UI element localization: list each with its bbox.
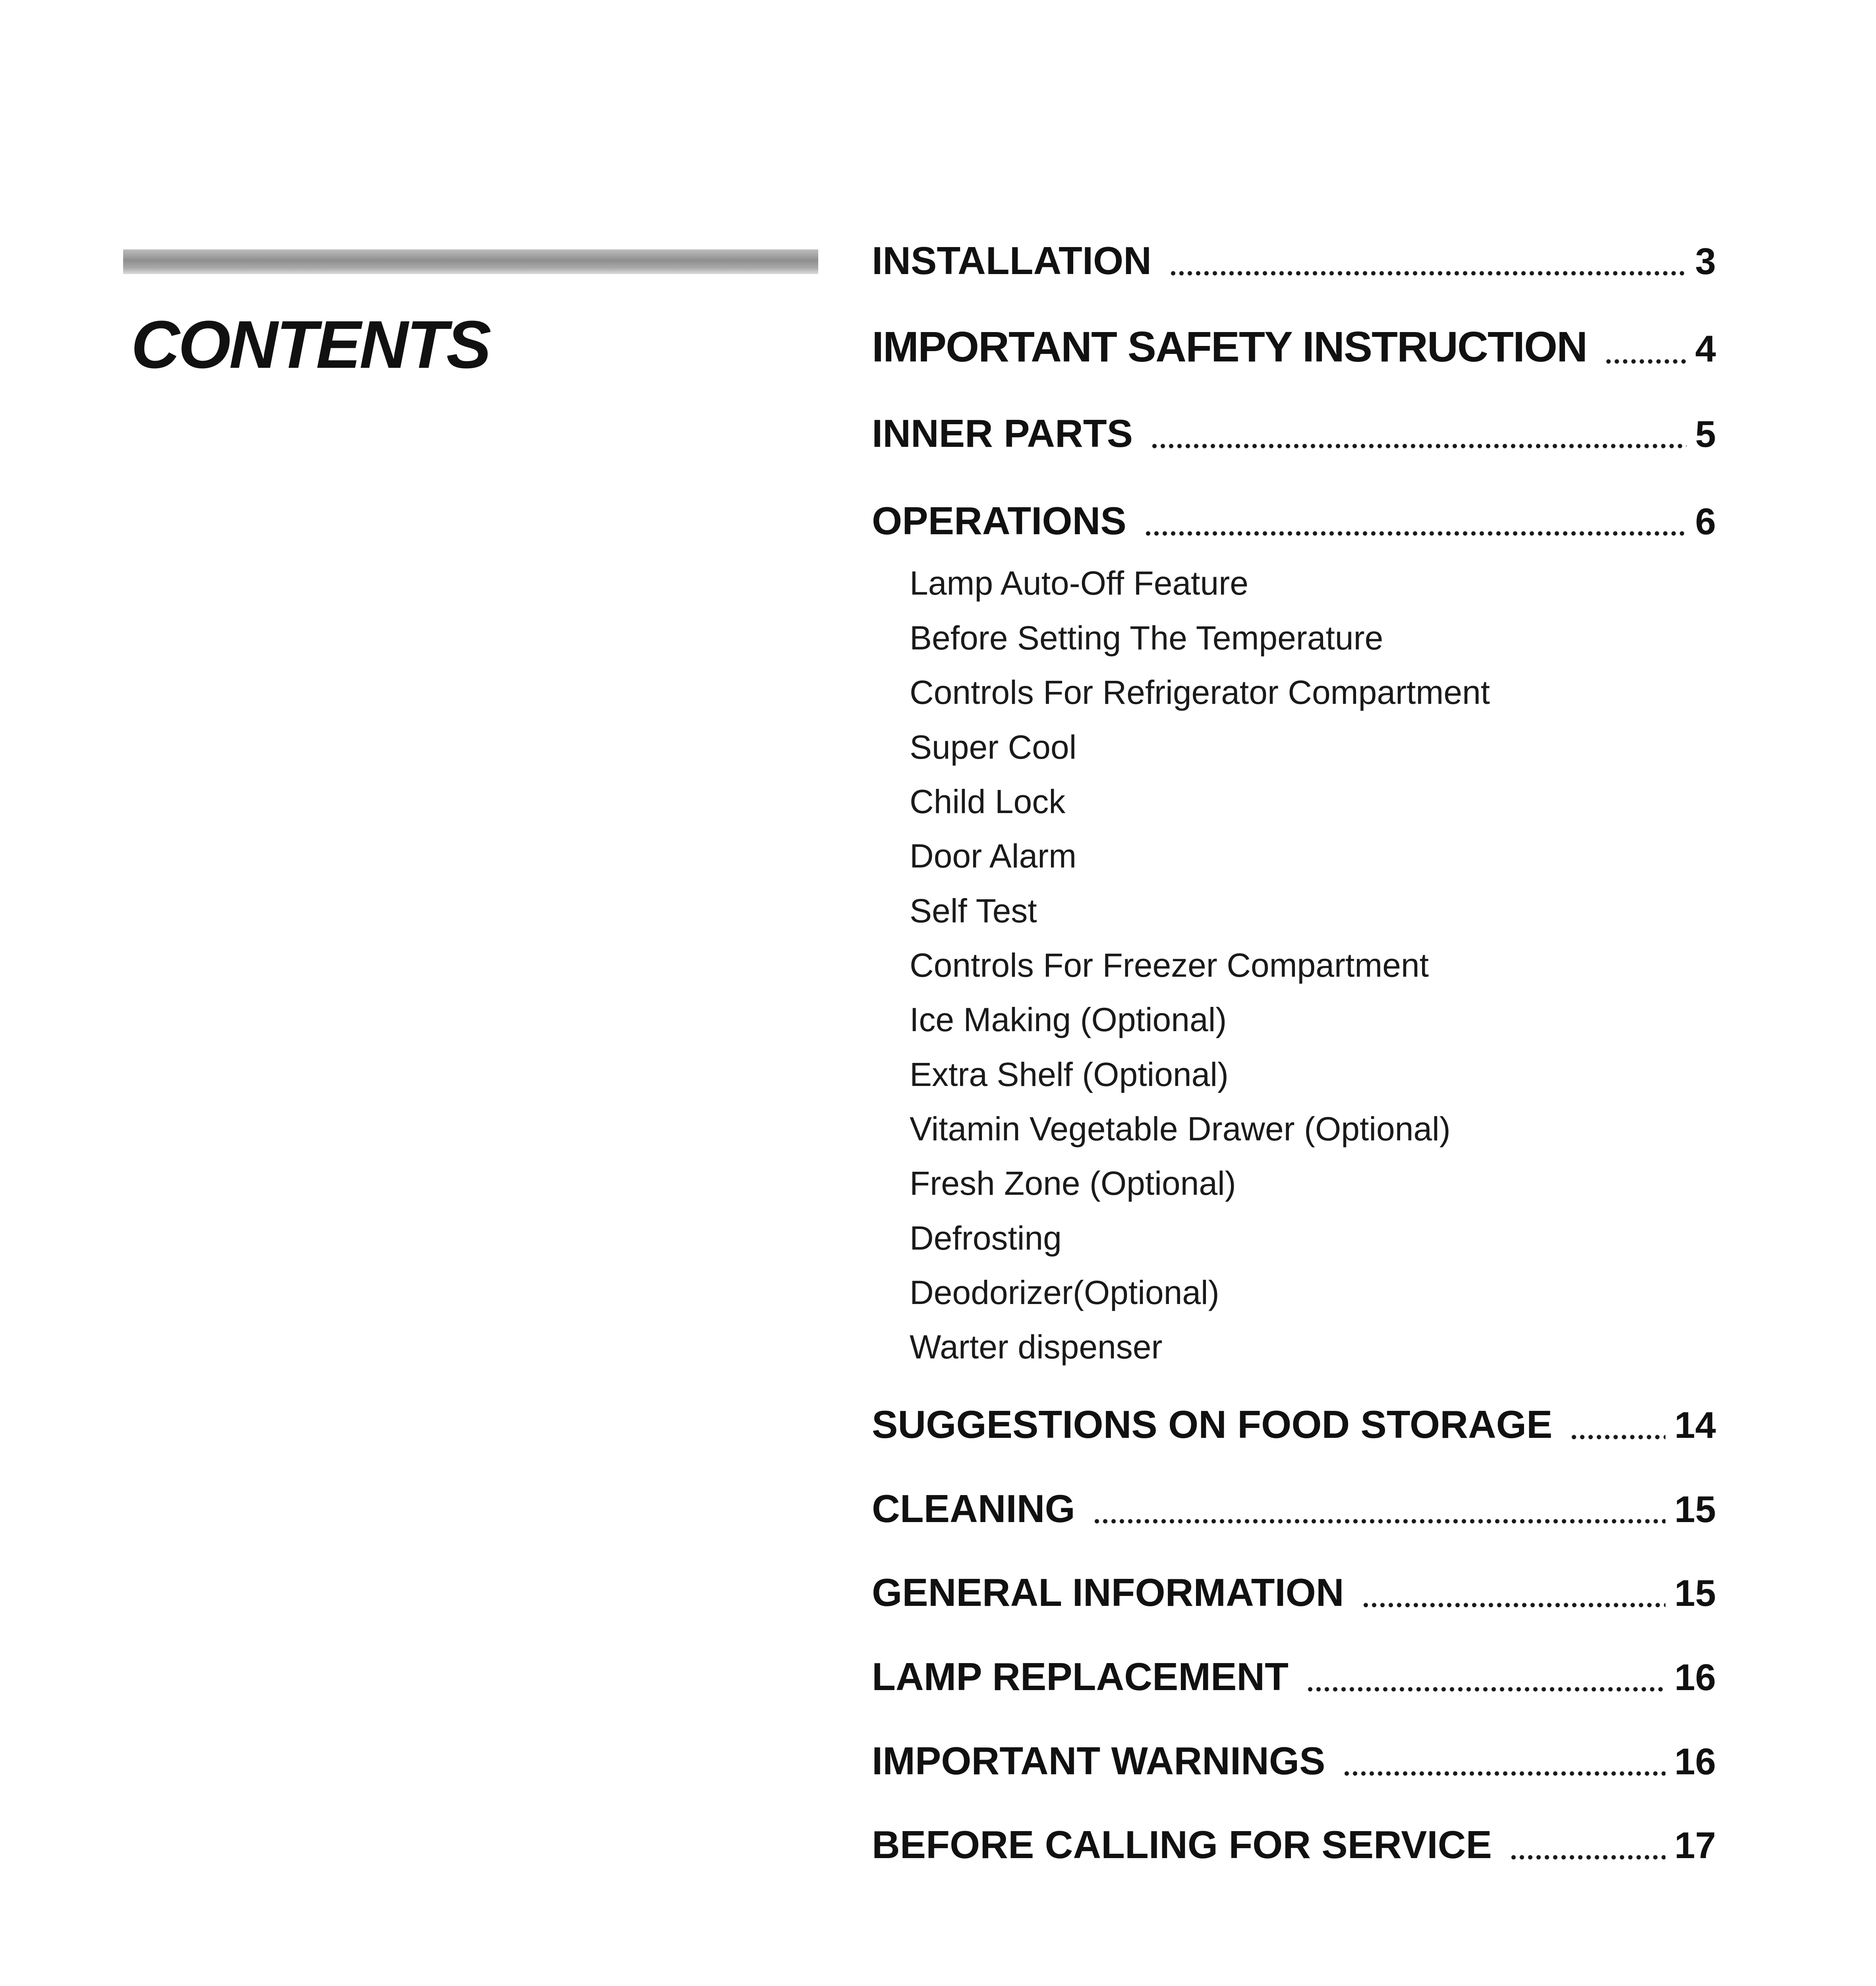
dot-leader [1150, 443, 1687, 449]
toc-page-number: 15 [1674, 1572, 1716, 1614]
toc-subitem[interactable]: Self Test [910, 892, 1037, 929]
toc-entry-lamp-replacement[interactable] [872, 1654, 1716, 1699]
toc-entry-before-calling-for-service[interactable] [872, 1822, 1716, 1867]
toc-entry-inner-parts[interactable] [872, 411, 1716, 456]
toc-label: IMPORTANT SAFETY INSTRUCTION [872, 323, 1587, 371]
toc-label: IMPORTANT WARNINGS [872, 1739, 1325, 1783]
toc-subitem[interactable]: Lamp Auto-Off Feature [910, 564, 1248, 602]
toc-subitem[interactable]: Controls For Refrigerator Compartment [910, 674, 1490, 711]
toc-entry-suggestions-on-food-storage[interactable] [872, 1402, 1716, 1447]
dot-leader [1362, 1602, 1666, 1608]
toc-subitem[interactable]: Defrosting [910, 1219, 1062, 1257]
toc-page-number: 3 [1695, 240, 1716, 282]
title-rule [123, 249, 818, 274]
dot-leader [1604, 359, 1687, 364]
toc-entry-cleaning[interactable] [872, 1486, 1716, 1531]
toc-subitem[interactable]: Vitamin Vegetable Drawer (Optional) [910, 1110, 1451, 1148]
toc-page-number: 16 [1674, 1656, 1716, 1698]
toc-subitem[interactable]: Before Setting The Temperature [910, 619, 1383, 657]
dot-leader [1169, 270, 1687, 276]
dot-leader [1306, 1687, 1665, 1692]
toc-entry-installation[interactable] [872, 238, 1716, 283]
toc-label: INNER PARTS [872, 411, 1133, 455]
toc-subitem[interactable]: Warter dispenser [910, 1328, 1163, 1366]
toc-subitem[interactable]: Super Cool [910, 728, 1077, 766]
toc-label: BEFORE CALLING FOR SERVICE [872, 1823, 1492, 1866]
toc-subitem[interactable]: Child Lock [910, 783, 1066, 820]
page-title: CONTENTS [131, 307, 490, 383]
toc-page-number: 17 [1674, 1824, 1716, 1866]
toc-page-number: 14 [1674, 1404, 1716, 1446]
toc-page-number: 6 [1695, 500, 1716, 542]
toc-entry-important-safety-instruction[interactable] [872, 322, 1716, 371]
toc-label: OPERATIONS [872, 499, 1126, 543]
toc-entry-general-information[interactable] [872, 1570, 1716, 1615]
toc-label: SUGGESTIONS ON FOOD STORAGE [872, 1403, 1553, 1446]
dot-leader [1509, 1855, 1666, 1860]
dot-leader [1093, 1518, 1666, 1524]
toc-label: CLEANING [872, 1487, 1075, 1530]
toc-subitem[interactable]: Deodorizer(Optional) [910, 1274, 1219, 1311]
dot-leader [1570, 1434, 1665, 1440]
toc-subitem[interactable]: Fresh Zone (Optional) [910, 1165, 1236, 1202]
toc-label: LAMP REPLACEMENT [872, 1655, 1289, 1698]
toc-entry-operations[interactable] [872, 498, 1716, 543]
toc-entry-important-warnings[interactable] [872, 1739, 1716, 1783]
toc-subitem[interactable]: Controls For Freezer Compartment [910, 947, 1429, 984]
toc-subitem[interactable]: Ice Making (Optional) [910, 1001, 1227, 1038]
toc-label: INSTALLATION [872, 239, 1152, 282]
toc-page-number: 15 [1674, 1488, 1716, 1530]
toc-page-number: 16 [1674, 1741, 1716, 1782]
toc-page-number: 4 [1695, 328, 1716, 369]
toc-page-number: 5 [1695, 413, 1716, 455]
dot-leader [1343, 1771, 1665, 1776]
dot-leader [1144, 531, 1687, 536]
toc-subitem[interactable]: Extra Shelf (Optional) [910, 1056, 1229, 1093]
toc-label: GENERAL INFORMATION [872, 1571, 1344, 1614]
toc-subitem[interactable]: Door Alarm [910, 837, 1077, 875]
